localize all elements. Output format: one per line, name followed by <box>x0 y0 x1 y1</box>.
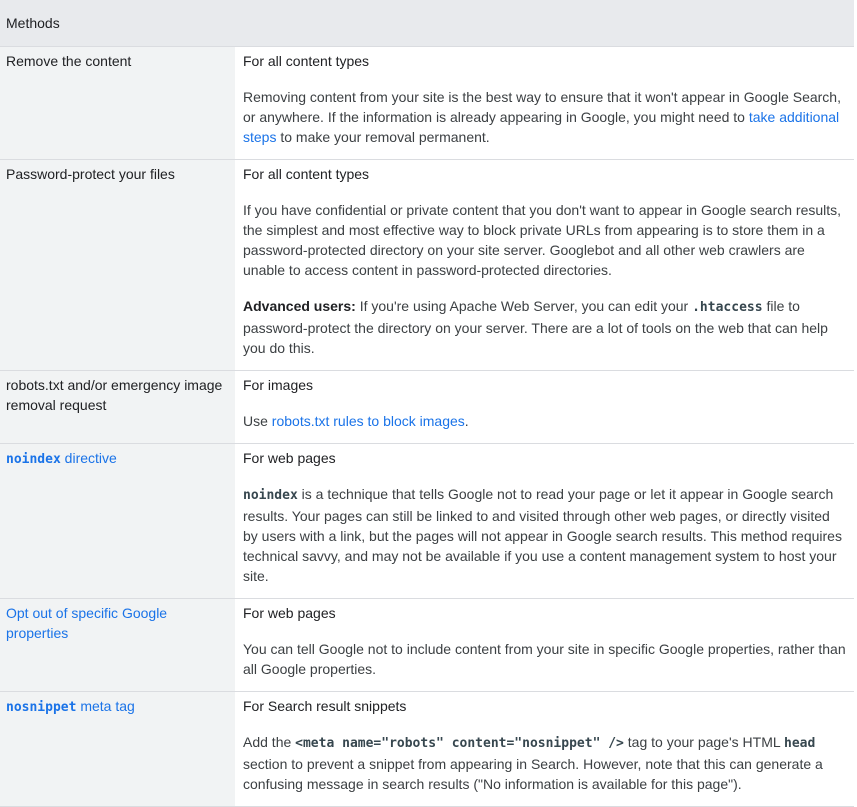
advanced-users-text <box>243 296 846 358</box>
scope-label: For web pages <box>243 605 336 621</box>
table-row <box>0 599 854 692</box>
method-cell <box>0 444 235 599</box>
take-additional-steps-link[interactable]: take additional steps <box>243 109 840 145</box>
description-cell <box>235 160 854 371</box>
text-span: Use <box>243 413 272 429</box>
method-cell <box>0 599 235 692</box>
text-span: file to password-protect the directory on your server. There are a lot of tools on the web that can help you do this. <box>243 298 828 356</box>
table-row <box>0 371 854 444</box>
description-cell <box>235 692 854 807</box>
method-cell <box>0 371 235 444</box>
description-text <box>243 87 846 147</box>
scope-label: For images <box>243 377 314 393</box>
description-cell <box>235 371 854 444</box>
method-label: Password-protect your files <box>6 166 175 182</box>
method-cell <box>0 692 235 807</box>
link-text: meta tag <box>76 698 135 714</box>
nosnippet-meta-tag-link[interactable] <box>6 698 135 714</box>
text-span: is a technique that tells Google not to read your page or let it appear in Google search results. Your pages can still be linked to and visited through other web pages, or directly visited by users with a link, but the pages will not appear in Google search results. This method requires technical savvy, and may not be available if you use a content management system to host your site. <box>243 486 842 584</box>
description-text <box>243 484 846 586</box>
method-label: Remove the content <box>6 53 132 69</box>
table-row <box>0 444 854 599</box>
robots-txt-rules-link[interactable]: robots.txt rules to block images <box>271 413 465 429</box>
scope-label: For all content types <box>243 53 370 69</box>
scope-label: For web pages <box>243 450 336 466</box>
noindex-code: noindex <box>6 452 61 467</box>
opt-out-google-properties-link[interactable]: Opt out of specific Google properties <box>6 605 168 641</box>
table-row <box>0 47 854 160</box>
method-cell <box>0 47 235 160</box>
text-span: . <box>464 413 469 429</box>
description-text: You can tell Google not to include content from your site in specific Google properties, rather than all Google properties. <box>243 641 846 677</box>
description-text <box>243 732 846 794</box>
table-row <box>0 160 854 371</box>
nosnippet-code: nosnippet <box>6 700 77 715</box>
noindex-code: noindex <box>243 488 298 503</box>
description-cell <box>235 47 854 160</box>
description-cell <box>235 444 854 599</box>
text-span: Add the <box>243 734 296 750</box>
description-text: If you have confidential or private content that you don't want to appear in Google search results, the simplest and most effective way to block private URLs from appearing is to store them in a password-protected directory on your site server. Googlebot and all other web crawlers are unable to access content in password-protected directories. <box>243 202 842 278</box>
text-span: section to prevent a snippet from appearing in Search. However, note that this can generate a confusing message in search results ("No information is available for this page"). <box>243 756 823 792</box>
method-cell <box>0 160 235 371</box>
column-header-methods: Methods <box>0 0 854 47</box>
table-header-row <box>0 0 854 47</box>
description-text <box>243 411 846 431</box>
scope-label: For all content types <box>243 166 370 182</box>
noindex-directive-link[interactable] <box>6 450 117 466</box>
text-span: to make your removal permanent. <box>276 129 490 145</box>
method-label: robots.txt and/or emergency image removal request <box>6 377 223 413</box>
head-code: head <box>784 736 816 751</box>
text-span: If you're using Apache Web Server, you can edit your <box>355 298 693 314</box>
meta-tag-code: <meta name="robots" content="nosnippet" /> <box>295 736 624 751</box>
link-text: directive <box>60 450 117 466</box>
htaccess-code: .htaccess <box>692 300 763 315</box>
text-span: tag to your page's HTML <box>623 734 785 750</box>
table-row <box>0 692 854 807</box>
text-span: Removing content from your site is the best way to ensure that it won't appear in Google Search, or anywhere. If the information is already appearing in Google, you might need to <box>243 89 841 125</box>
description-cell <box>235 599 854 692</box>
scope-label: For Search result snippets <box>243 698 407 714</box>
advanced-users-label: Advanced users: <box>243 298 356 314</box>
